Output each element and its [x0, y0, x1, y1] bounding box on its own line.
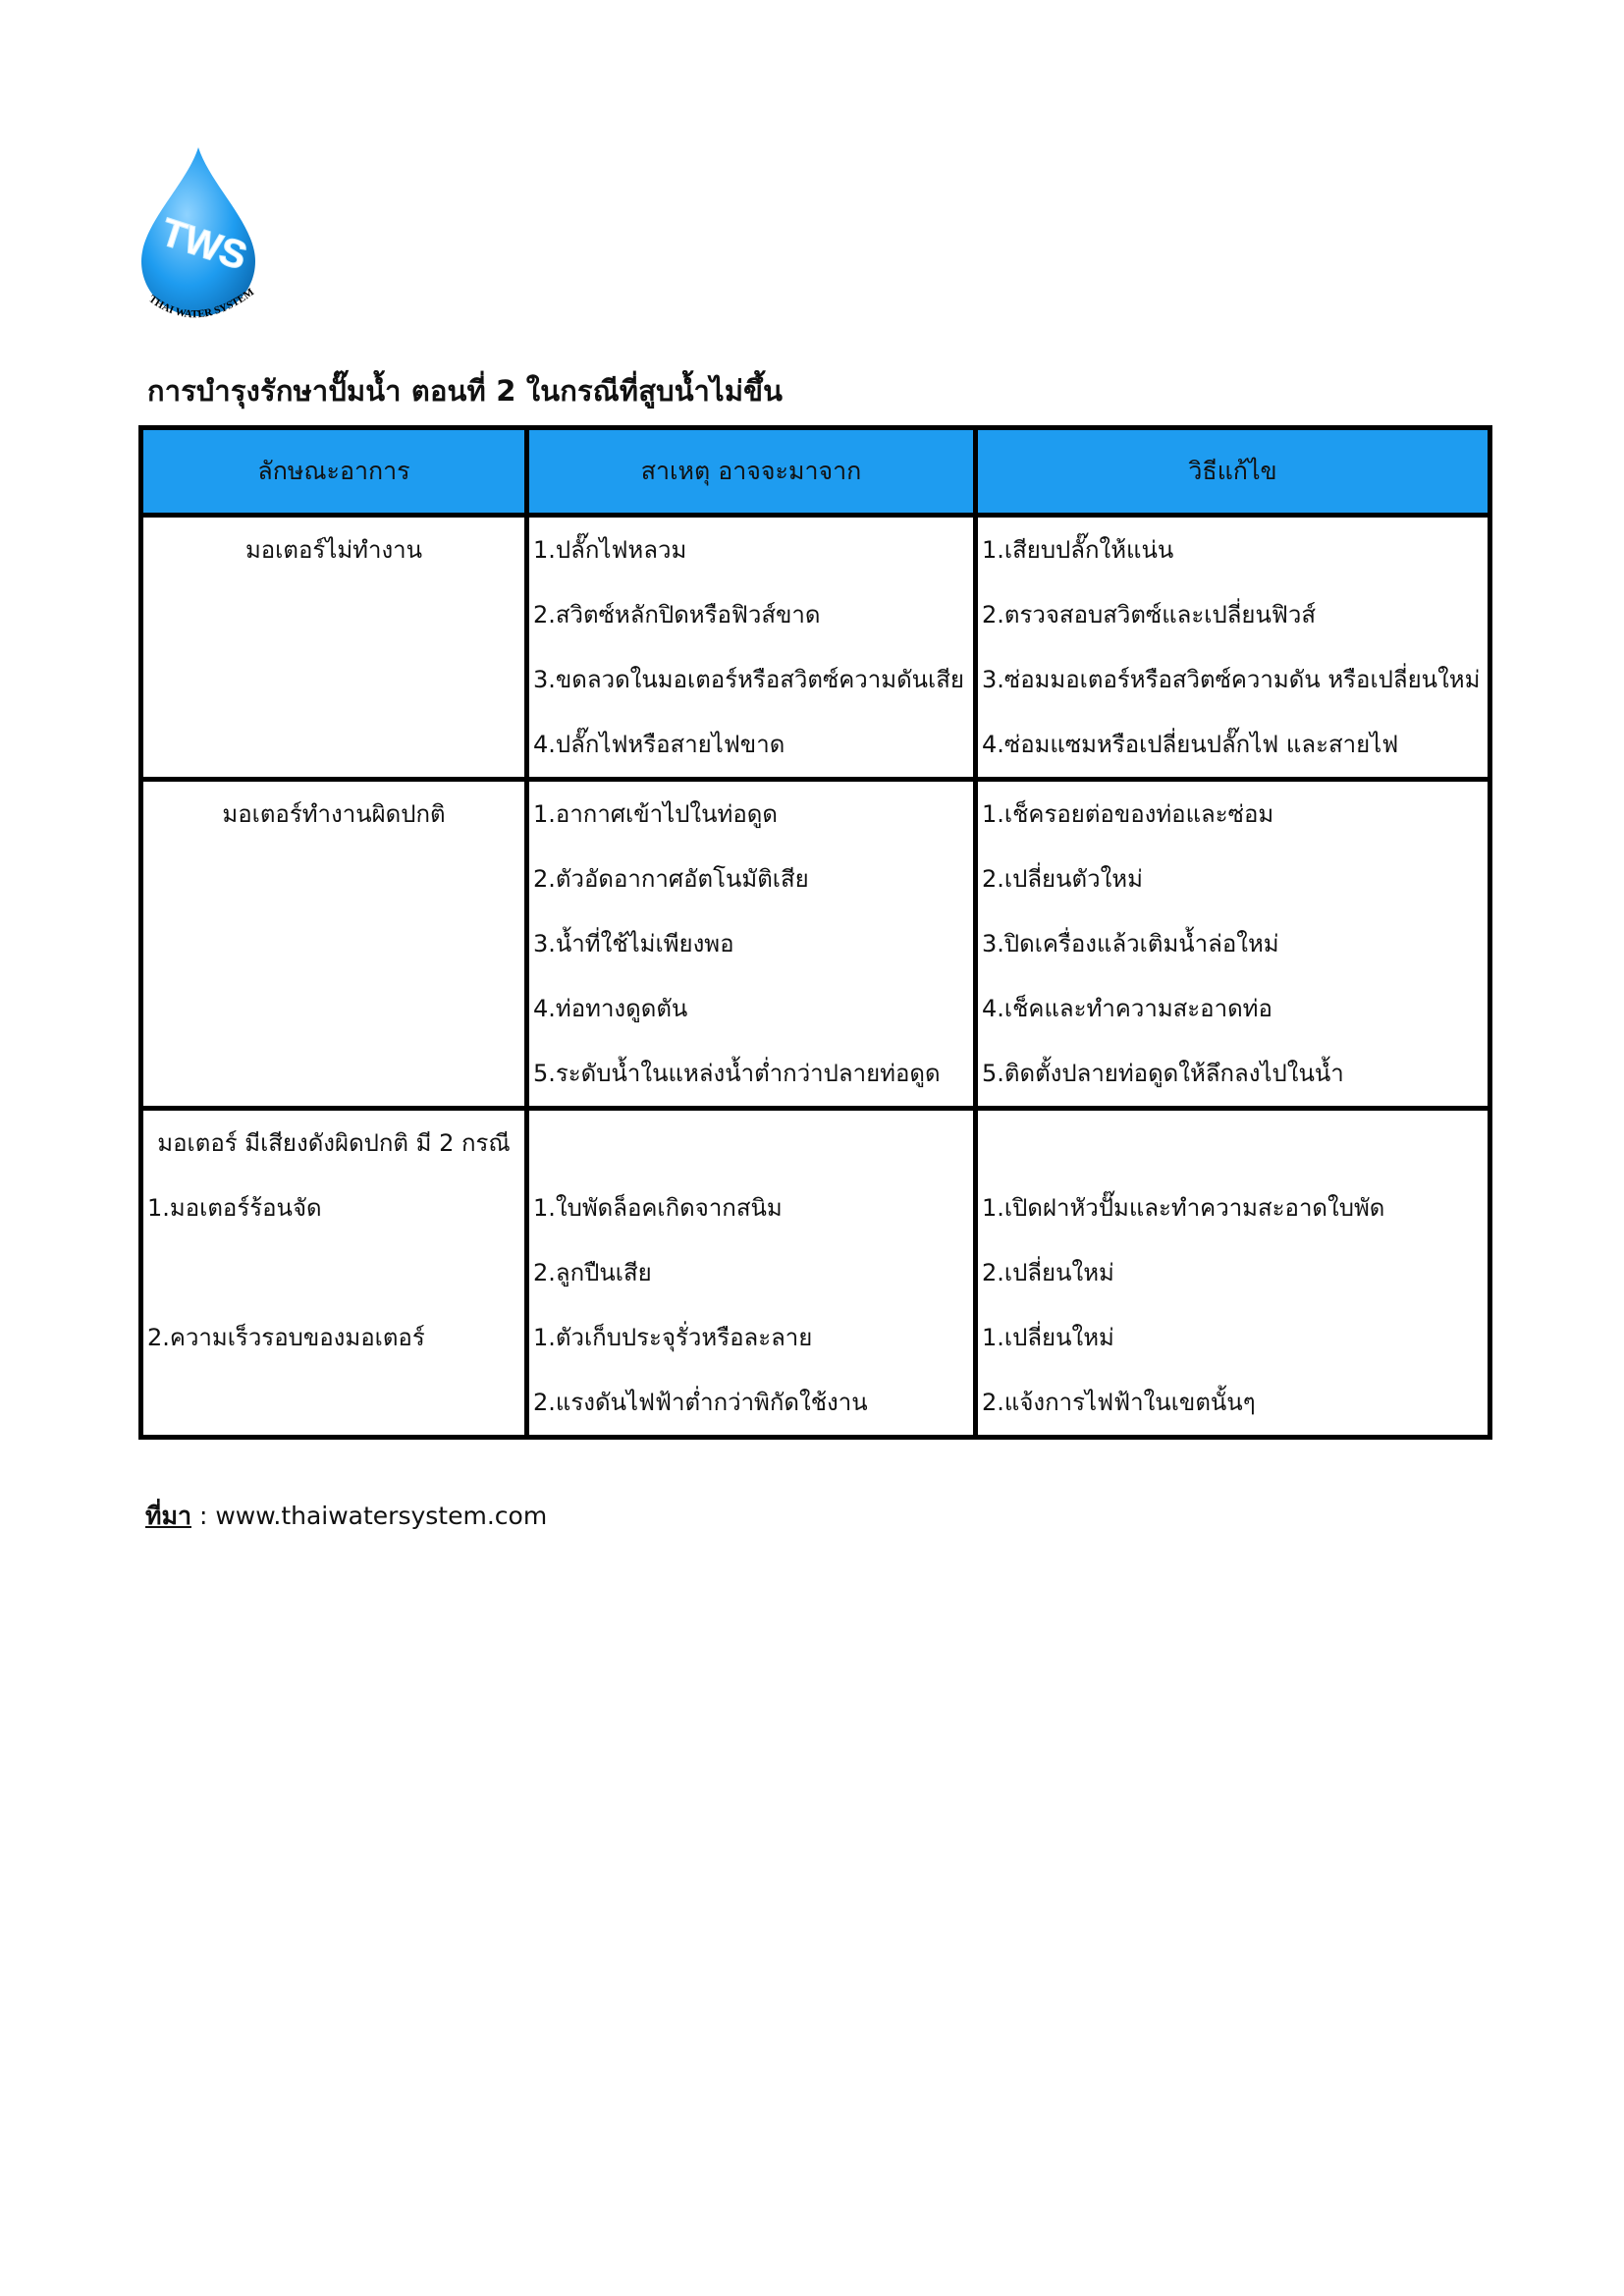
source-url[interactable]: www.thaiwatersystem.com [215, 1502, 548, 1530]
symptom-cell [141, 1109, 527, 1438]
symptom-cell [141, 516, 527, 780]
header-fix: วิธีแก้ไข [976, 428, 1490, 516]
list-item: 5.ติดตั้งปลายท่อดูดให้ลึกลงไปในน้ำ [982, 1060, 1344, 1087]
list-item: 2.เปลี่ยนใหม่ [982, 1259, 1114, 1286]
list-item: 3.ปิดเครื่องแล้วเติมน้ำล่อใหม่ [982, 930, 1279, 957]
list-item: 2.ลูกปืนเสีย [533, 1259, 652, 1286]
fix-cell [976, 1109, 1490, 1438]
page-title: การบำรุงรักษาปั๊มน้ำ ตอนที่ 2 ในกรณีที่สูบน้ำไม่ขึ้น [147, 374, 784, 408]
list-item: 4.เช็คและทำความสะอาดท่อ [982, 995, 1272, 1022]
list-item: 1.ปลั๊กไฟหลวม [533, 536, 687, 564]
symptom-text [143, 1370, 524, 1435]
table-row [141, 1109, 1490, 1438]
fix-cell [976, 516, 1490, 780]
list-item: 2.แจ้งการไฟฟ้าในเขตนั้นๆ [982, 1389, 1256, 1416]
logo-letters: TWS [155, 210, 252, 279]
list-item: 3.ขดลวดในมอเตอร์หรือสวิตซ์ความดันเสีย [533, 666, 964, 693]
maintenance-table [138, 425, 1492, 1440]
symptom-cell [141, 780, 527, 1109]
symptom-text [143, 1240, 524, 1305]
symptom-text: 1.มอเตอร์ร้อนจัด [147, 1194, 322, 1222]
list-item: 5.ระดับน้ำในแหล่งน้ำต่ำกว่าปลายท่อดูด [533, 1060, 941, 1087]
logo-caption: THAI WATER SYSTEM [146, 286, 257, 321]
list-item: 4.ปลั๊กไฟหรือสายไฟขาด [533, 731, 785, 758]
list-item: 2.แรงดันไฟฟ้าต่ำกว่าพิกัดใช้งาน [533, 1389, 868, 1416]
list-item: 2.สวิตซ์หลักปิดหรือฟิวส์ขาด [533, 601, 821, 629]
list-item: 1.เปิดฝาหัวปั๊มและทำความสะอาดใบพัด [982, 1194, 1385, 1222]
list-item: 1.อากาศเข้าไปในท่อดูด [533, 800, 778, 828]
symptom-text: มอเตอร์ไม่ทำงาน [244, 536, 423, 564]
list-item: 2.ตรวจสอบสวิตซ์และเปลี่ยนฟิวส์ [982, 601, 1317, 629]
list-item [978, 1111, 1488, 1175]
tws-logo [128, 145, 275, 332]
table-row [141, 516, 1490, 780]
symptom-text: 2.ความเร็วรอบของมอเตอร์ [147, 1324, 425, 1351]
header-cause: สาเหตุ อาจจะมาจาก [527, 428, 976, 516]
cause-cell [527, 516, 976, 780]
fix-cell [976, 780, 1490, 1109]
list-item: 1.ใบพัดล็อคเกิดจากสนิม [533, 1194, 783, 1222]
list-item: 3.น้ำที่ใช้ไม่เพียงพอ [533, 930, 734, 957]
list-item: 4.ท่อทางดูดตัน [533, 995, 688, 1022]
source-label: ที่มา [145, 1502, 191, 1530]
list-item: 3.ซ่อมมอเตอร์หรือสวิตซ์ความดัน หรือเปลี่ยนใหม่ [982, 666, 1481, 693]
cause-cell [527, 1109, 976, 1438]
symptom-text: มอเตอร์ มีเสียงดังผิดปกติ มี 2 กรณี [157, 1129, 511, 1157]
table-header-row [141, 428, 1490, 516]
list-item: 2.เปลี่ยนตัวใหม่ [982, 865, 1143, 893]
list-item: 1.เปลี่ยนใหม่ [982, 1324, 1114, 1351]
list-item: 2.ตัวอัดอากาศอัตโนมัติเสีย [533, 865, 809, 893]
list-item: 1.ตัวเก็บประจุรั่วหรือละลาย [533, 1324, 813, 1351]
symptom-text: มอเตอร์ทำงานผิดปกติ [222, 800, 446, 828]
list-item: 1.เช็ครอยต่อของท่อและซ่อม [982, 800, 1274, 828]
table-row [141, 780, 1490, 1109]
list-item: 1.เสียบปลั๊กให้แน่น [982, 536, 1174, 564]
list-item [529, 1111, 973, 1175]
source-separator: : [191, 1502, 216, 1530]
water-drop-icon [128, 145, 275, 332]
header-symptom: ลักษณะอาการ [141, 428, 527, 516]
source-line [145, 1497, 547, 1536]
cause-cell [527, 780, 976, 1109]
list-item: 4.ซ่อมแซมหรือเปลี่ยนปลั๊กไฟ และสายไฟ [982, 731, 1399, 758]
